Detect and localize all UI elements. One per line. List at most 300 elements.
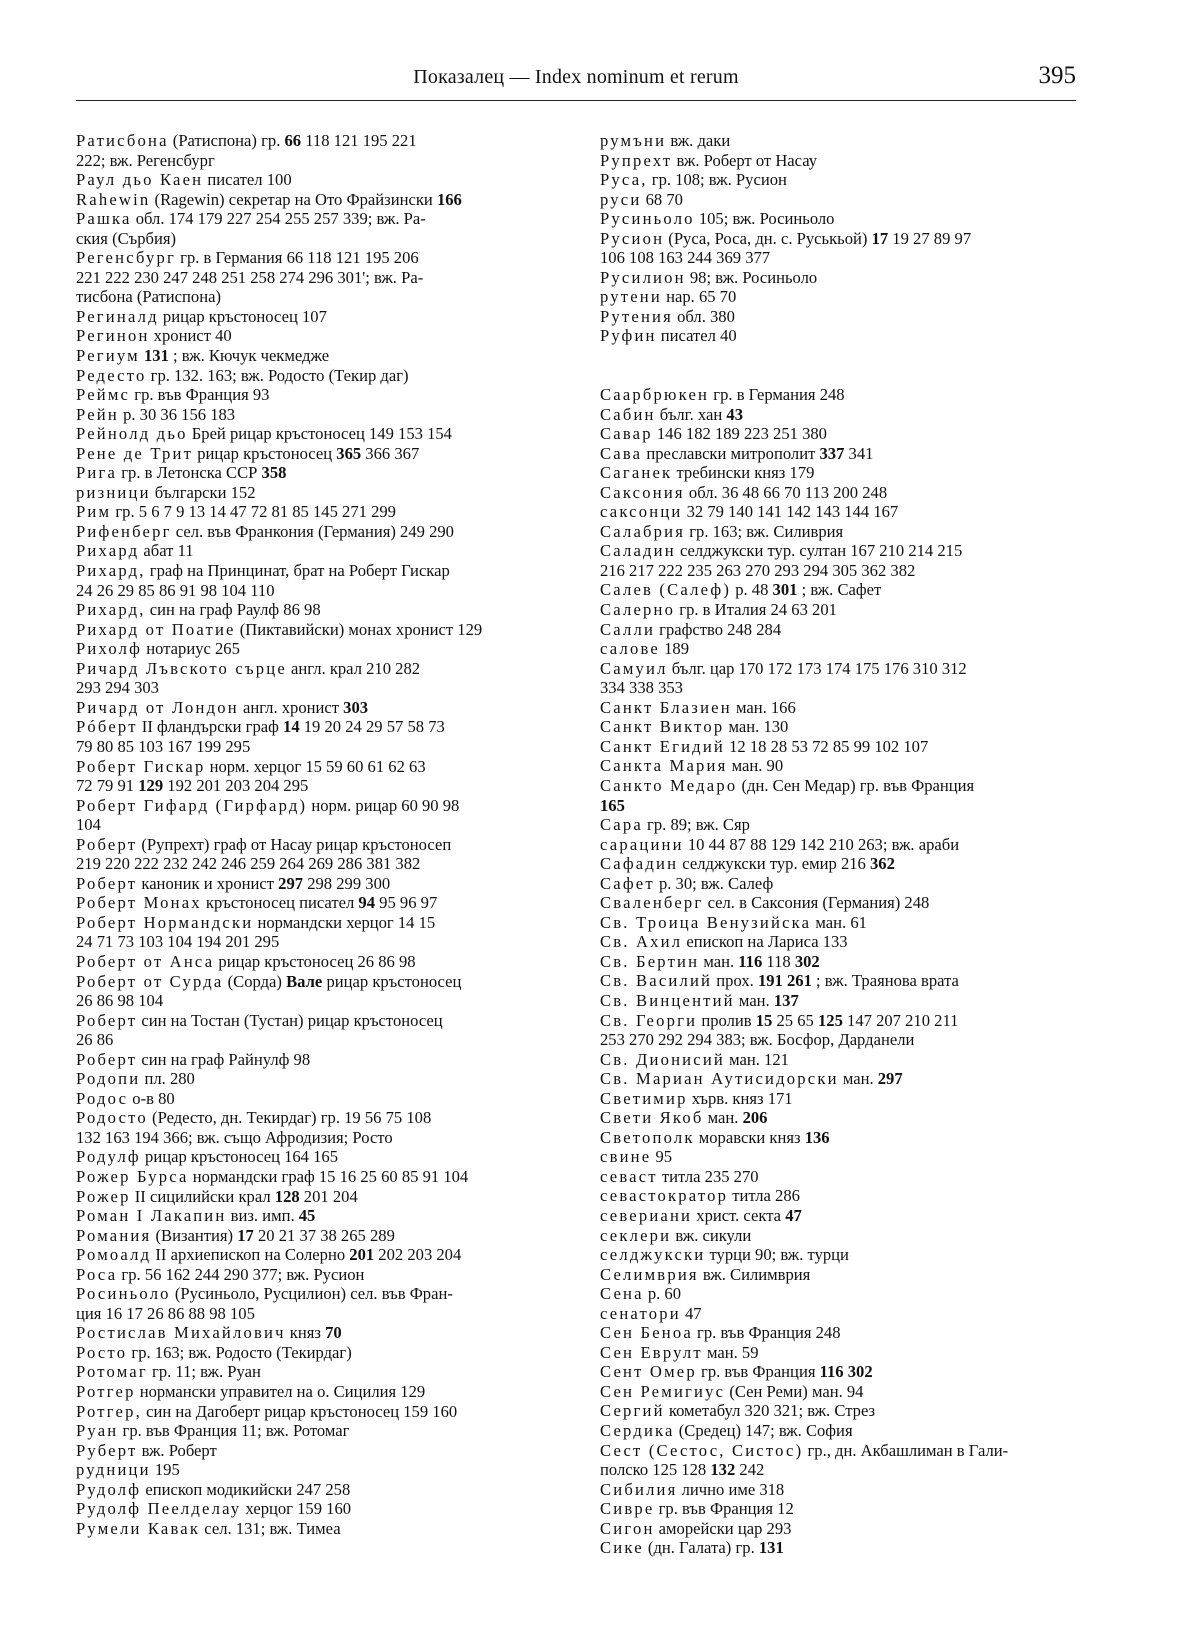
entry-headword: Ротгер xyxy=(76,1382,136,1401)
entry-headword: Ротомаг xyxy=(76,1362,148,1382)
index-entry xyxy=(76,522,566,542)
entry-text: р. 60 xyxy=(643,1284,682,1304)
entry-text: гр. в Германия 248 xyxy=(709,385,845,405)
entry-text: епископ на Лариса 133 xyxy=(682,932,848,952)
index-section-s xyxy=(600,385,1080,1558)
entry-headword: Редесто xyxy=(76,365,147,385)
index-entry xyxy=(600,190,1080,210)
entry-text: р. 30 36 156 183 xyxy=(118,404,236,424)
index-entry xyxy=(600,541,1080,580)
index-entry xyxy=(76,1460,566,1480)
entry-text: 146 182 189 223 251 380 xyxy=(652,424,827,444)
index-entry xyxy=(600,659,1080,698)
index-entry xyxy=(600,1538,1080,1558)
entry-text: ман. 166 xyxy=(731,697,796,717)
entry-text: гр., дн. Акбашлиман в Гали- xyxy=(803,1440,1009,1460)
index-entry xyxy=(76,131,566,170)
entry-text: ман. 61 xyxy=(811,912,867,932)
entry-headword: Св. Ахил xyxy=(600,932,683,952)
entry-headword: Сигон xyxy=(600,1518,655,1538)
entry-headword: Сара xyxy=(600,815,643,835)
entry-headword: Руфин xyxy=(600,326,657,346)
entry-text: писател 40 xyxy=(656,326,737,346)
index-entry xyxy=(76,1206,566,1226)
entry-text: 98; вж. Росиньоло xyxy=(685,267,818,287)
entry-text: (Пиктавийски) монах хронист 129 xyxy=(235,619,483,639)
entry-text: херцог 159 160 xyxy=(241,1499,352,1519)
entry-headword: Самуил xyxy=(600,658,668,678)
entry-text: ман. 59 xyxy=(702,1342,759,1362)
entry-text: гр. във Франция 116 302 xyxy=(696,1362,873,1382)
entry-headword: Сике xyxy=(600,1538,644,1558)
index-entry xyxy=(76,502,566,522)
entry-headword: Рутения xyxy=(600,306,673,326)
entry-headword: Рихард, xyxy=(76,600,146,620)
entry-text: син на граф Раулф 86 98 xyxy=(145,600,321,620)
entry-headword: Св. Дионисий xyxy=(600,1049,725,1069)
entry-headword: Роса xyxy=(76,1264,118,1284)
entry-headword: Роберт от Анса xyxy=(76,951,215,971)
entry-headword: Светимир xyxy=(600,1088,688,1108)
entry-headword: Сен Еврулт xyxy=(600,1342,703,1362)
entry-text: вж. сикули xyxy=(671,1225,752,1245)
entry-headword: Св. Винцентий xyxy=(600,990,735,1010)
entry-headword: Регенсбург xyxy=(76,248,176,268)
entry-headword: Роман I Лакапин xyxy=(76,1206,227,1226)
entry-text: гр. 108; вж. Русион xyxy=(647,170,787,190)
entry-text: гр. 89; вж. Сяр xyxy=(642,815,750,835)
index-entry xyxy=(600,600,1080,620)
index-entry xyxy=(600,1069,1080,1089)
entry-headword: Руберт xyxy=(76,1440,138,1460)
index-entry xyxy=(600,1011,1080,1050)
entry-continuation: 72 79 91 129 192 201 203 204 295 xyxy=(76,776,309,796)
entry-continuation: 221 222 230 247 248 251 258 274 296 301'; вж. Ра- xyxy=(76,267,424,287)
entry-headword: Рóберт xyxy=(76,717,138,737)
entry-headword: Сваленберг xyxy=(600,893,704,913)
entry-text: (Сен Реми) ман. 94 xyxy=(725,1381,864,1401)
index-entry xyxy=(600,268,1080,288)
entry-text: рицар кръстоносец 26 86 98 xyxy=(214,951,416,971)
index-entry xyxy=(600,522,1080,542)
index-entry xyxy=(600,502,1080,522)
index-entry xyxy=(600,151,1080,171)
entry-continuation: 104 xyxy=(76,815,101,835)
entry-continuation: 26 86 98 104 xyxy=(76,991,164,1011)
index-entry xyxy=(76,1265,566,1285)
index-entry xyxy=(76,600,566,620)
entry-text: ман. 116 118 302 xyxy=(699,951,820,971)
index-entry xyxy=(600,698,1080,718)
index-entry xyxy=(600,1186,1080,1206)
entry-text: аморейски цар 293 xyxy=(654,1518,792,1538)
entry-text: рицар кръстоносец 107 xyxy=(158,306,327,326)
index-entry xyxy=(76,1069,566,1089)
entry-continuation: 24 26 29 85 86 91 98 104 110 xyxy=(76,580,275,600)
entry-text: турци 90; вж. турци xyxy=(705,1245,849,1265)
entry-text: (дн. Сен Медар) гр. във Франция xyxy=(737,775,975,795)
index-entry xyxy=(600,444,1080,464)
entry-headword: Руса, xyxy=(600,170,648,190)
entry-text: р. 30; вж. Салеф xyxy=(654,873,774,893)
entry-headword: Региум xyxy=(76,346,140,366)
entry-headword: Санкта Мария xyxy=(600,756,728,776)
index-entry xyxy=(76,620,566,640)
entry-continuation: 24 71 73 103 104 194 201 295 xyxy=(76,932,280,952)
index-entry xyxy=(600,1108,1080,1128)
index-entry xyxy=(76,1421,566,1441)
entry-headword: Св. Бертин xyxy=(600,951,700,971)
entry-headword: севериани xyxy=(600,1205,693,1225)
entry-text: нормандски херцог 14 15 xyxy=(253,912,436,932)
index-entry xyxy=(600,1089,1080,1109)
entry-headword: Рене де Трит xyxy=(76,443,194,463)
entry-headword: саксонци xyxy=(600,502,683,522)
entry-headword: салове xyxy=(600,639,660,659)
entry-text: ман. 297 xyxy=(838,1069,903,1089)
entry-text: гр. 11; вж. Руан xyxy=(147,1362,261,1382)
index-entry xyxy=(600,1284,1080,1304)
entry-headword: сарацини xyxy=(600,834,684,854)
entry-headword: Роберт Гискар xyxy=(76,756,206,776)
entry-text: кръстоносец писател 94 95 96 97 xyxy=(201,893,438,913)
index-entry xyxy=(76,346,566,366)
entry-text: граф на Принцинат, брат на Роберт Гискар xyxy=(145,561,450,581)
index-entry xyxy=(600,1480,1080,1500)
entry-text: сел. 131; вж. Тимеа xyxy=(200,1518,341,1538)
entry-headword: Сена xyxy=(600,1284,644,1304)
entry-continuation: 222; вж. Регенсбург xyxy=(76,150,215,170)
index-entry xyxy=(600,835,1080,855)
entry-text: гр. в Италия 24 63 201 xyxy=(675,600,837,620)
entry-text: 105; вж. Росиньоло xyxy=(694,209,835,229)
entry-text: селджукски тур. султан 167 210 214 215 xyxy=(675,541,963,561)
entry-text: (Русиньоло, Русцилион) сел. във Фран- xyxy=(170,1284,453,1304)
entry-continuation: 79 80 85 103 167 199 295 xyxy=(76,736,251,756)
entry-headword: Св. Троица Венузийска xyxy=(600,912,812,932)
entry-headword: Св. Георги xyxy=(600,1010,698,1030)
entry-text: II сицилийски крал 128 201 204 xyxy=(130,1186,358,1206)
entry-continuation: 165 xyxy=(600,795,625,815)
entry-headword: ризници xyxy=(76,482,151,502)
index-entry xyxy=(600,1128,1080,1148)
index-entry xyxy=(76,424,566,444)
index-entry xyxy=(76,1343,566,1363)
entry-headword: Сент Омер xyxy=(600,1362,697,1382)
entry-text: обл. 36 48 66 70 113 200 248 xyxy=(684,482,888,502)
index-entry xyxy=(76,1226,566,1246)
entry-headword: рудници xyxy=(76,1460,151,1480)
index-entry xyxy=(600,854,1080,874)
index-section-ru xyxy=(600,131,1080,346)
index-entry xyxy=(76,444,566,464)
entry-headword: Русион xyxy=(600,228,665,248)
index-entry xyxy=(76,874,566,894)
entry-text: селджукски тур. емир 216 362 xyxy=(678,854,895,874)
entry-headword: Руан xyxy=(76,1421,119,1441)
entry-headword: Рожер xyxy=(76,1186,131,1206)
entry-headword: севастократор xyxy=(600,1186,729,1206)
index-entry xyxy=(600,874,1080,894)
entry-text: (Средец) 147; вж. София xyxy=(674,1421,853,1440)
entry-text: нар. 65 70 xyxy=(661,287,737,307)
entry-headword: Роберт Нормандски xyxy=(76,912,254,932)
index-entry xyxy=(600,287,1080,307)
entry-text: гр. в Летонска ССР 358 xyxy=(117,463,287,483)
entry-text: вж. Роберт от Насау xyxy=(672,150,818,170)
entry-text: ман. 137 xyxy=(734,990,799,1010)
entry-text: епископ модикийски 247 258 xyxy=(141,1479,351,1499)
index-entry xyxy=(600,991,1080,1011)
entry-continuation: 106 108 163 244 369 377 xyxy=(600,248,771,268)
index-entry xyxy=(76,405,566,425)
index-entry xyxy=(76,1519,566,1539)
entry-continuation: ция 16 17 26 86 88 98 105 xyxy=(76,1303,255,1323)
entry-text: 68 70 xyxy=(641,189,683,209)
entry-text: пл. 280 xyxy=(140,1069,195,1089)
entry-text: (Редесто, дн. Текирдаг) гр. 19 56 75 108 xyxy=(147,1108,432,1128)
entry-headword: Сивре xyxy=(600,1499,655,1519)
entry-headword: Ростислав Михайлович xyxy=(76,1323,286,1343)
index-entry xyxy=(600,483,1080,503)
index-entry xyxy=(76,307,566,327)
entry-headword: Роберт xyxy=(76,873,138,893)
entry-text: гр. във Франция 11; вж. Ротомаг xyxy=(118,1421,350,1441)
entry-text: ман. 130 xyxy=(724,717,789,737)
entry-headword: Ромоалд xyxy=(76,1245,152,1265)
entry-text: II фландърски граф 14 19 20 24 29 57 58 73 xyxy=(137,717,445,737)
entry-headword: Рупрехт xyxy=(600,150,673,170)
entry-text: 12 18 28 53 72 85 99 102 107 xyxy=(724,736,929,756)
section-gap xyxy=(600,346,1080,385)
entry-text: 47 xyxy=(680,1303,702,1323)
index-entry xyxy=(600,913,1080,933)
index-entry xyxy=(600,971,1080,991)
index-entry xyxy=(76,366,566,386)
entry-headword: Ричард Лъвското сърце xyxy=(76,658,287,678)
entry-text: требински княз 179 xyxy=(672,463,815,483)
index-entry xyxy=(600,1323,1080,1343)
index-entry xyxy=(76,835,566,874)
index-entry xyxy=(600,737,1080,757)
entry-text: пролив 15 25 65 125 147 207 210 211 xyxy=(697,1010,959,1030)
index-entry xyxy=(76,1402,566,1422)
entry-text: титла 235 270 xyxy=(657,1166,759,1186)
index-entry xyxy=(76,209,566,248)
entry-headword: Сен Беноа xyxy=(600,1323,693,1343)
entry-headword: Салли xyxy=(600,619,656,639)
index-entry xyxy=(76,757,566,796)
index-entry xyxy=(600,1382,1080,1402)
index-entry xyxy=(76,1167,566,1187)
entry-headword: Родос xyxy=(76,1088,129,1108)
entry-text: гр. 163; вж. Силиврия xyxy=(685,521,844,541)
entry-headword: Регинон xyxy=(76,326,150,346)
entry-text: титла 286 xyxy=(728,1186,800,1206)
index-entry xyxy=(76,1362,566,1382)
index-entry xyxy=(76,1499,566,1519)
entry-headword: Сафадин xyxy=(600,854,679,874)
entry-headword: Росто xyxy=(76,1342,128,1362)
entry-headword: румъни xyxy=(600,131,667,150)
entry-text: бълг. хан 43 xyxy=(655,404,743,424)
entry-text: моравски княз 136 xyxy=(694,1127,830,1147)
index-entry xyxy=(600,620,1080,640)
entry-text: сел. във Франкония (Германия) 249 290 xyxy=(171,521,454,541)
running-title: Показалец — Index nominum et rerum xyxy=(413,66,739,88)
entry-text: каноник и хронист 297 298 299 300 xyxy=(137,873,391,893)
entry-continuation: 216 217 222 235 263 270 293 294 305 362 382 xyxy=(600,560,916,580)
entry-headword: Салев (Салеф) xyxy=(600,580,732,600)
index-entry xyxy=(600,1206,1080,1226)
index-entry xyxy=(600,815,1080,835)
index-entry xyxy=(76,1284,566,1323)
entry-text: сел. в Саксония (Германия) 248 xyxy=(703,893,930,913)
entry-headword: Романия xyxy=(76,1225,152,1245)
index-entry xyxy=(600,580,1080,600)
index-entry xyxy=(600,209,1080,229)
index-entry xyxy=(600,463,1080,483)
index-entry xyxy=(600,1362,1080,1382)
index-entry xyxy=(600,1401,1080,1421)
entry-headword: Ратисбона xyxy=(76,131,169,150)
entry-text: гр. в Германия 66 118 121 195 206 xyxy=(176,248,419,268)
index-entry xyxy=(600,756,1080,776)
entry-text: гр. във Франция 93 xyxy=(130,385,270,405)
index-entry xyxy=(76,913,566,952)
entry-headword: Сердика xyxy=(600,1421,675,1440)
entry-headword: Саарбрюкен xyxy=(600,385,710,405)
entry-text: нормански управител на о. Сицилия 129 xyxy=(135,1382,426,1401)
entry-headword: Роберт от Сурда xyxy=(76,971,224,991)
running-head xyxy=(76,62,1076,101)
entry-headword: Салабрия xyxy=(600,521,686,541)
entry-headword: Саксония xyxy=(600,482,685,502)
index-entry xyxy=(600,229,1080,268)
entry-text: (Рупрехт) граф от Насау рицар кръстоносеп xyxy=(137,834,452,854)
index-entry xyxy=(600,717,1080,737)
index-entry xyxy=(600,1226,1080,1246)
index-entry xyxy=(76,1147,566,1167)
entry-headword: руси xyxy=(600,189,642,209)
entry-headword: Рейнолд дьо xyxy=(76,424,188,444)
index-entry xyxy=(600,1050,1080,1070)
entry-headword: Санкт Виктор xyxy=(600,717,725,737)
entry-continuation: 219 220 222 232 242 246 259 264 269 286 381 382 xyxy=(76,854,421,874)
entry-text: норм. рицар 60 90 98 xyxy=(307,795,460,815)
entry-headword: Русиньоло xyxy=(600,209,695,229)
entry-headword: селджукски xyxy=(600,1245,706,1265)
entry-headword: Сергий xyxy=(600,1401,665,1421)
entry-headword: Роберт xyxy=(76,1049,138,1069)
entry-text: лично име 318 xyxy=(677,1479,785,1499)
entry-text: ман. 90 xyxy=(727,756,784,776)
entry-text: писател 100 xyxy=(203,170,292,190)
index-entry xyxy=(600,1147,1080,1167)
entry-headword: Светополк xyxy=(600,1127,695,1147)
entry-headword: Рим xyxy=(76,502,112,522)
index-entry xyxy=(76,717,566,756)
index-entry xyxy=(76,483,566,503)
entry-text: рицар кръстоносец 365 366 367 xyxy=(193,443,420,463)
entry-text: вж. даки xyxy=(666,131,731,150)
entry-headword: Савар xyxy=(600,424,653,444)
entry-text: княз 70 xyxy=(285,1323,342,1343)
entry-text: гр. във Франция 12 xyxy=(654,1499,794,1519)
entry-text: син на Тостан (Тустан) рицар кръстоносец xyxy=(137,1010,443,1030)
entry-text: син на Дагоберт рицар кръстоносец 159 160 xyxy=(141,1401,458,1421)
entry-text: обл. 380 xyxy=(672,306,735,326)
entry-continuation: 26 86 xyxy=(76,1030,114,1050)
entry-headword: Санкто Медаро xyxy=(600,775,738,795)
entry-headword: Русилион xyxy=(600,267,686,287)
index-entry xyxy=(76,248,566,307)
index-entry xyxy=(600,326,1080,346)
index-entry xyxy=(76,972,566,1011)
entry-text: кометабул 320 321; вж. Стрез xyxy=(664,1401,876,1421)
entry-continuation: 132 163 194 366; вж. също Афродизия; Росто xyxy=(76,1127,393,1147)
entry-headword: Рудолф xyxy=(76,1479,142,1499)
entry-text: гр. във Франция 248 xyxy=(692,1323,841,1343)
entry-headword: Салерно xyxy=(600,600,676,620)
entry-continuation: 293 294 303 xyxy=(76,678,159,698)
entry-headword: Рихард, xyxy=(76,561,146,581)
index-entry xyxy=(76,893,566,913)
entry-text: р. 48 301 ; вж. Сафет xyxy=(731,580,882,600)
entry-headword: Роберт xyxy=(76,834,138,854)
entry-text: (Ратиспона) гр. 66 118 121 195 221 xyxy=(168,131,417,150)
entry-headword: Санкт Егидий xyxy=(600,736,725,756)
entry-text: 195 xyxy=(150,1460,180,1480)
entry-text: рицар кръстоносец 164 165 xyxy=(140,1147,339,1167)
entry-text: 131 ; вж. Кючук чекмедже xyxy=(144,346,330,366)
entry-headword: Роберт Монах xyxy=(76,893,202,913)
index-entry xyxy=(76,639,566,659)
entry-text: гр. 56 162 244 290 377; вж. Русион xyxy=(117,1264,365,1284)
entry-headword: Рихард от Поатие xyxy=(76,619,236,639)
entry-headword: Сибилия xyxy=(600,1479,678,1499)
entry-text: 189 xyxy=(659,639,690,659)
entry-text: гр. 163; вж. Родосто (Текирдаг) xyxy=(127,1342,352,1362)
entry-headword: Региналд xyxy=(76,306,159,326)
index-entry xyxy=(600,405,1080,425)
entry-continuation: тисбона (Ратиспона) xyxy=(76,287,221,307)
entry-text: ман. 206 xyxy=(703,1108,768,1128)
entry-text: виз. имп. 45 xyxy=(226,1206,316,1226)
entry-headword: Родосто xyxy=(76,1108,148,1128)
entry-headword: Саладин xyxy=(600,541,676,561)
entry-headword: Рудолф Пеелделау xyxy=(76,1499,242,1519)
entry-headword: Сен Ремигиус xyxy=(600,1381,726,1401)
entry-text: англ. крал 210 282 xyxy=(286,658,421,678)
entry-headword: Румели Кавак xyxy=(76,1518,201,1538)
entry-text: (Сорда) Вале рицар кръстоносец xyxy=(223,971,462,991)
entry-text: обл. 174 179 227 254 255 257 339; вж. Ра- xyxy=(131,209,426,229)
entry-headword: Рихард xyxy=(76,541,140,561)
index-entry xyxy=(76,1480,566,1500)
entry-text: II архиепископ на Солерно 201 202 203 204 xyxy=(151,1245,462,1265)
index-entry xyxy=(76,561,566,600)
entry-headword: Родопи xyxy=(76,1069,141,1089)
entry-headword: Рейн xyxy=(76,404,119,424)
entry-headword: Роберт xyxy=(76,1010,138,1030)
index-entry xyxy=(600,1343,1080,1363)
index-entry xyxy=(600,1519,1080,1539)
entry-text: Брей рицар кръстоносец 149 153 154 xyxy=(187,424,452,444)
entry-text: 32 79 140 141 142 143 144 167 xyxy=(682,502,899,522)
entry-text: преславски митрополит 337 341 xyxy=(642,443,874,463)
entry-text: 10 44 87 88 129 142 210 263; вж. араби xyxy=(683,834,960,854)
